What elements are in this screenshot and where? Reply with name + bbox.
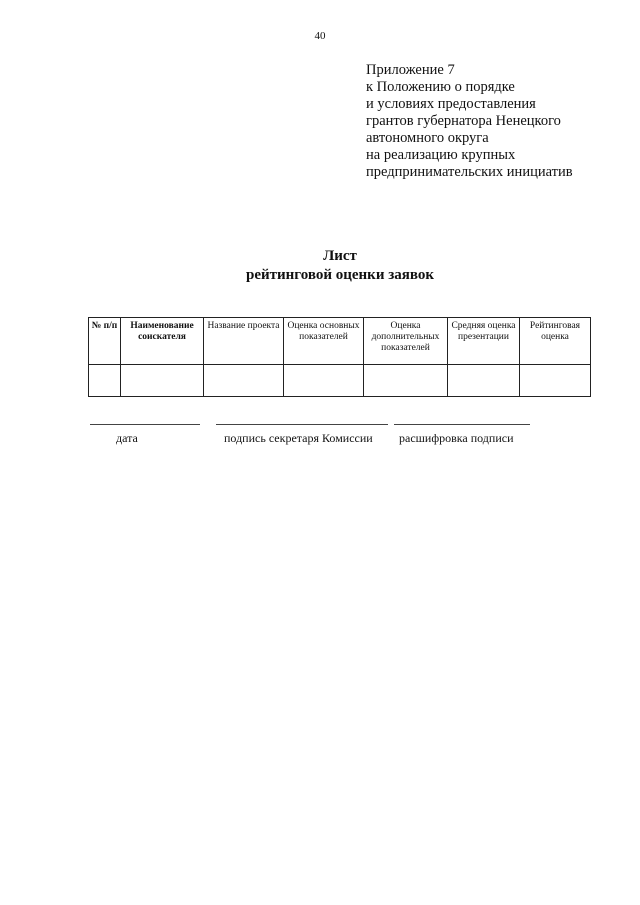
date-label: дата [116,431,138,445]
appendix-line: грантов губернатора Ненецкого [366,113,561,129]
date-line [90,424,200,425]
header-project-name: Название проекта [204,318,284,365]
appendix-line: к Положению о порядке [366,79,515,95]
header-presentation-score: Средняя оценка презентации [448,318,520,365]
appendix-line: и условиях предоставления [366,96,536,112]
appendix-line: Приложение 7 [366,62,455,78]
decoding-line [394,424,530,425]
page-number: 40 [314,30,326,42]
table-cell[interactable] [89,365,121,397]
title-line-1: Лист [323,248,357,264]
title-line-2: рейтинговой оценки заявок [245,267,434,283]
table-cell[interactable] [448,365,520,397]
header-additional-indicators: Оценка дополнительных показателей [364,318,448,365]
rating-table [88,317,591,397]
signature-label: подпись секретаря Комиссии [224,431,373,445]
document-title [0,247,640,285]
appendix-line: на реализацию крупных [366,147,516,163]
table-row [89,365,591,397]
header-number: № п/п [89,318,121,365]
table-cell[interactable] [364,365,448,397]
table-cell[interactable] [121,365,204,397]
table-cell[interactable] [520,365,591,397]
appendix-line: предпринимательских инициатив [366,164,573,180]
table-cell[interactable] [284,365,364,397]
appendix-line: автономного округа [366,130,489,146]
signature-line [216,424,388,425]
table-header-row [89,318,591,365]
header-rating-score: Рейтинговая оценка [520,318,591,365]
header-applicant-name: Наименование соискателя [121,318,204,365]
header-main-indicators: Оценка основных показателей [284,318,364,365]
appendix-note [366,62,626,181]
table-cell[interactable] [204,365,284,397]
decoding-label: расшифровка подписи [399,431,514,445]
